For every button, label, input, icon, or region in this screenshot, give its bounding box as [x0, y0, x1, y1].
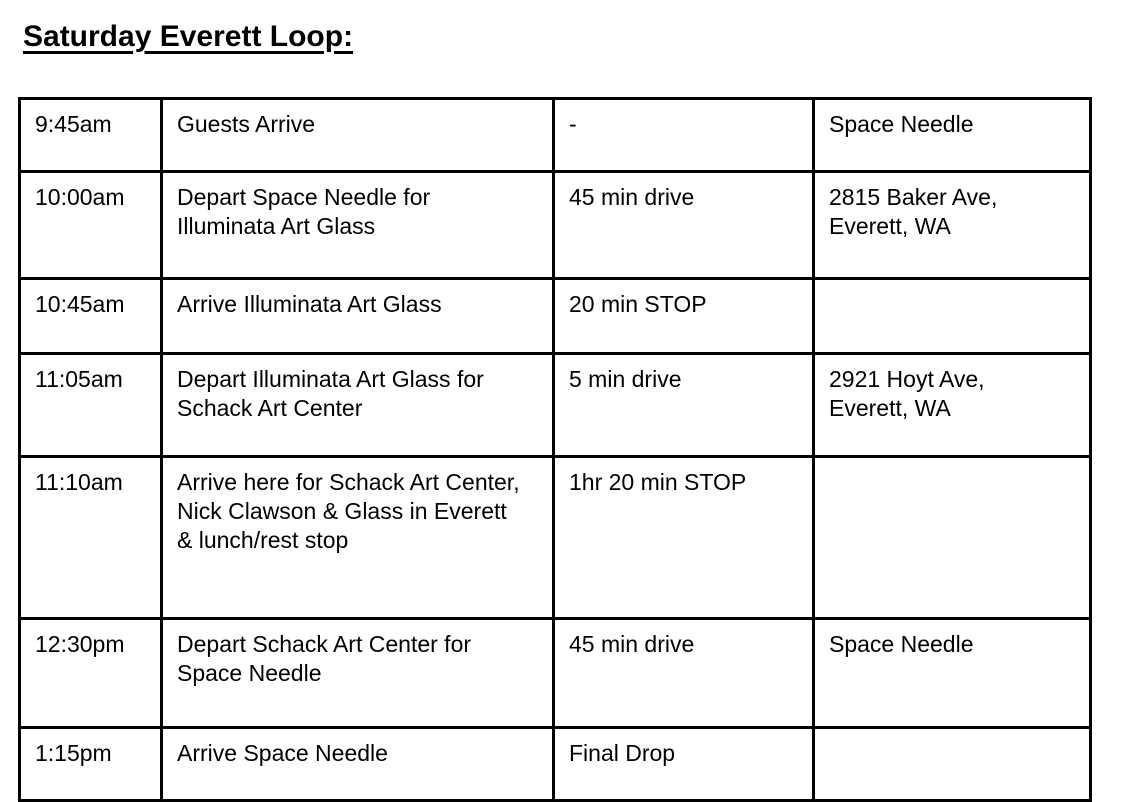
page-title: Saturday Everett Loop:: [23, 20, 354, 53]
time-cell: 11:05am: [20, 354, 162, 457]
itinerary-table: [18, 97, 1092, 802]
table-row: [20, 619, 1091, 728]
table-row: [20, 172, 1091, 279]
duration-cell: 1hr 20 min STOP: [554, 457, 814, 619]
location-cell: [814, 457, 1091, 619]
location-cell: [814, 728, 1091, 801]
activity-cell: Depart Schack Art Center for Space Needle: [162, 619, 554, 728]
table-row: [20, 728, 1091, 801]
location-cell: 2921 Hoyt Ave, Everett, WA: [814, 354, 1091, 457]
duration-cell: 45 min drive: [554, 172, 814, 279]
table-row: [20, 99, 1091, 172]
activity-cell: Guests Arrive: [162, 99, 554, 172]
time-cell: 10:45am: [20, 279, 162, 354]
duration-cell: -: [554, 99, 814, 172]
time-cell: 12:30pm: [20, 619, 162, 728]
location-cell: 2815 Baker Ave, Everett, WA: [814, 172, 1091, 279]
time-cell: 10:00am: [20, 172, 162, 279]
location-cell: Space Needle: [814, 99, 1091, 172]
activity-cell: Arrive Illuminata Art Glass: [162, 279, 554, 354]
time-cell: 9:45am: [20, 99, 162, 172]
activity-cell: Depart Space Needle for Illuminata Art Glass: [162, 172, 554, 279]
table-row: [20, 279, 1091, 354]
location-cell: [814, 279, 1091, 354]
duration-cell: 20 min STOP: [554, 279, 814, 354]
time-cell: 11:10am: [20, 457, 162, 619]
duration-cell: 5 min drive: [554, 354, 814, 457]
duration-cell: Final Drop: [554, 728, 814, 801]
duration-cell: 45 min drive: [554, 619, 814, 728]
activity-cell: Arrive here for Schack Art Center, Nick Clawson & Glass in Everett & lunch/rest stop: [162, 457, 554, 619]
time-cell: 1:15pm: [20, 728, 162, 801]
location-cell: Space Needle: [814, 619, 1091, 728]
activity-cell: Arrive Space Needle: [162, 728, 554, 801]
table-row: [20, 354, 1091, 457]
activity-cell: Depart Illuminata Art Glass for Schack Art Center: [162, 354, 554, 457]
table-row: [20, 457, 1091, 619]
